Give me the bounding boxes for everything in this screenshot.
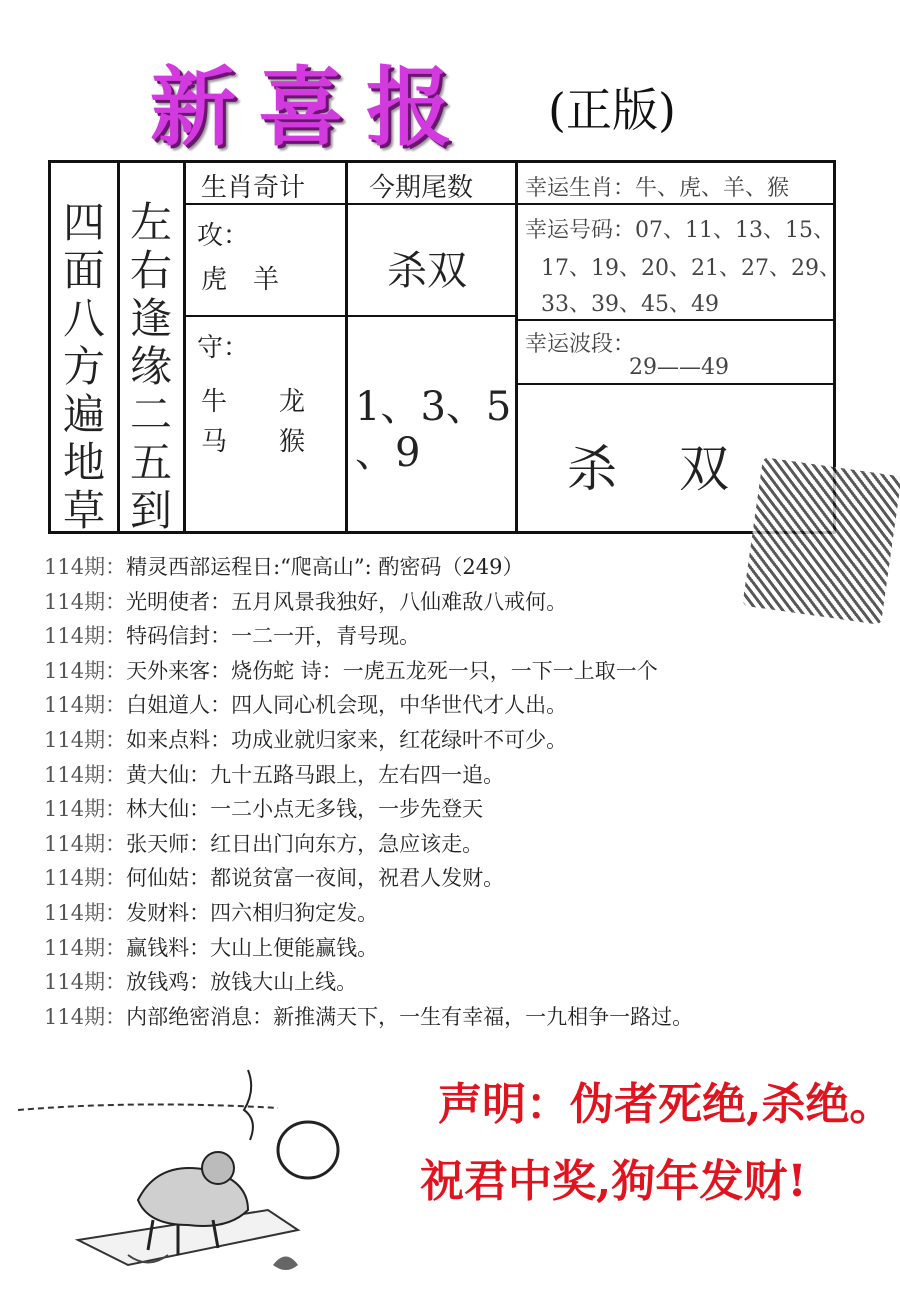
list-item: 114期：发财料：四六相归狗定发。: [44, 900, 379, 925]
list-item: 114期：如来点料：功成业就归家来，红花绿叶不可少。: [44, 727, 568, 752]
attack-animals: 虎 羊: [201, 265, 280, 295]
list-item: 114期：特码信封：一二一开，青号现。: [44, 624, 421, 649]
tail-numbers-1: 1、3、5: [355, 384, 512, 430]
big-kill: 杀 双: [567, 440, 735, 498]
second-slogan: 左 右 逢 缘 二 五 到: [129, 198, 172, 535]
lucky-numbers-1: 幸运号码：07、11、13、15、: [525, 218, 835, 243]
list-item: 114期：天外来客：烧伤蛇 诗：一虎五龙死一只，一下一上取一个: [44, 658, 658, 683]
lucky-wave-label: 幸运波段：: [525, 332, 636, 357]
lucky-numbers-3: 33、39、45、49: [541, 292, 719, 317]
lucky-numbers-2: 17、19、20、21、27、29、: [541, 256, 841, 281]
edition-label: (正版): [548, 83, 676, 137]
prediction-list: [44, 550, 824, 1034]
tail-header: 今期尾数: [369, 173, 474, 203]
page-title: 新喜报: [150, 57, 474, 158]
lucky-zodiac: 幸运生肖：牛、虎、羊、猴: [525, 176, 790, 201]
list-item: 114期：内部绝密消息：新推满天下，一生有幸福，一九相争一路过。: [44, 1004, 694, 1029]
tail-numbers-2: 、9: [355, 430, 421, 476]
list-item: 114期：林大仙：一二小点无多钱，一步先登天: [44, 797, 484, 822]
wish-message: 祝君中奖,狗年发财!: [420, 1156, 807, 1207]
zodiac-header: 生肖奇计: [201, 173, 306, 203]
tail-kill: 杀双: [387, 248, 467, 294]
list-item: 114期：光明使者：五月风景我独好，八仙难敌八戒何。: [44, 589, 568, 614]
info-table: [48, 160, 841, 535]
attack-label: 攻：: [197, 221, 250, 251]
list-item: 114期：放钱鸡：放钱大山上线。: [44, 970, 358, 995]
ink-illustration: [18, 1060, 378, 1280]
defend-row-1: 牛 龙: [201, 387, 306, 417]
list-item: 114期：何仙姑：都说贫富一夜间，祝君人发财。: [44, 866, 505, 891]
defend-row-2: 马 猴: [201, 427, 306, 457]
declaration: 声明：伪者死绝,杀绝。: [438, 1079, 894, 1130]
list-item: 114期：黄大仙：九十五路马跟上，左右四一追。: [44, 762, 505, 787]
left-slogan: 四 面 八 方 遍 地 草: [62, 198, 105, 535]
list-item: 114期：精灵西部运程日:“爬高山”: 酌密码（249）: [44, 555, 524, 579]
list-item: 114期：张天师：红日出门向东方，急应该走。: [44, 831, 484, 856]
lucky-wave-range: 29——49: [629, 355, 729, 380]
defend-label: 守：: [197, 333, 250, 363]
list-item: 114期：白姐道人：四人同心机会现，中华世代才人出。: [44, 693, 568, 718]
list-item: 114期：赢钱料：大山上便能赢钱。: [44, 935, 379, 960]
